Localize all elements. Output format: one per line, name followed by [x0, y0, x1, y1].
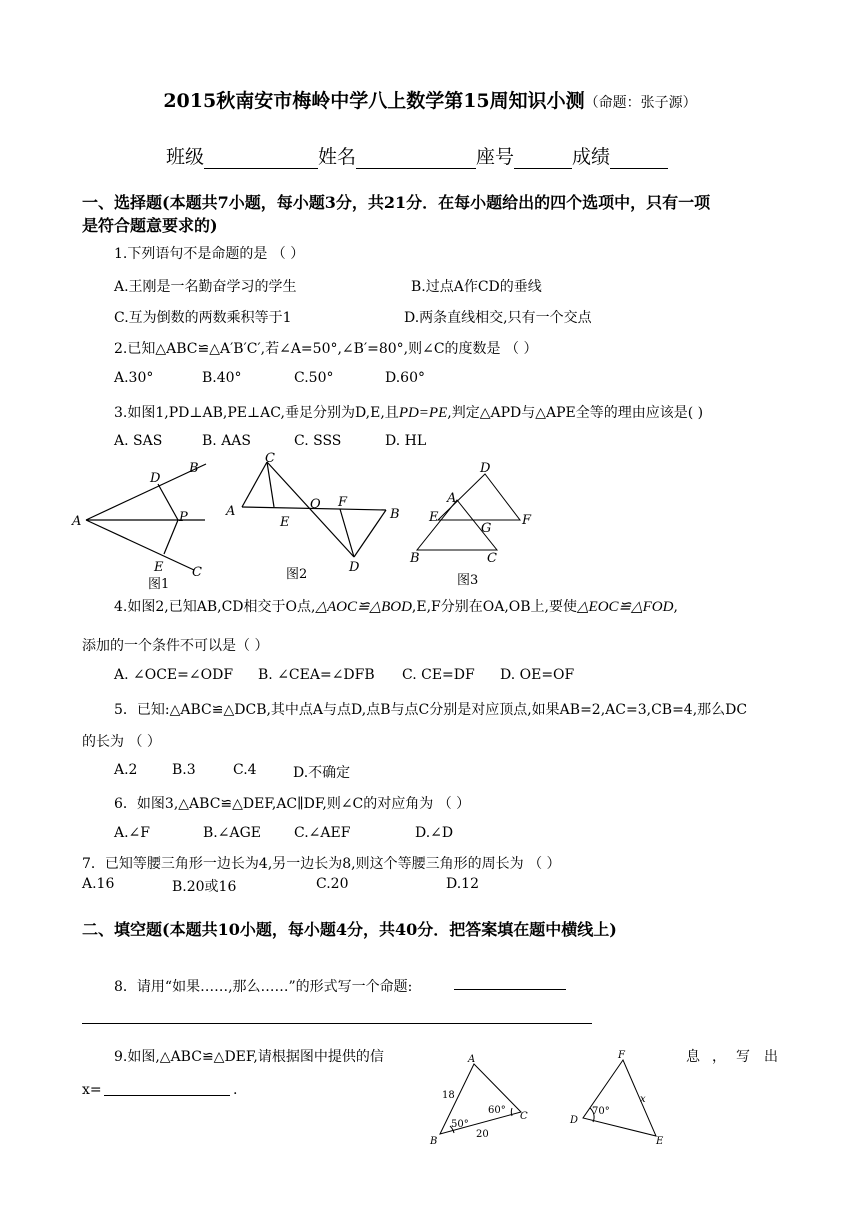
fig1-label-c: C	[192, 565, 202, 580]
name-blank[interactable]	[356, 148, 476, 169]
fig2-caption: 图2	[286, 567, 308, 582]
q5-option-a: A.2	[114, 762, 138, 778]
class-label: 班级	[166, 146, 205, 168]
fig3-label-g: G	[481, 521, 492, 536]
q4-stem-line1	[114, 596, 678, 616]
score-label: 成绩	[572, 146, 611, 168]
fig2-label-a: A	[226, 504, 236, 519]
q3-math: PD=PE	[398, 405, 448, 421]
tri1-base: 20	[476, 1129, 489, 1140]
fig3-label-d: D	[480, 461, 491, 476]
q3-stem	[114, 402, 703, 422]
seat-label: 座号	[476, 146, 515, 168]
tri1-label-a: A	[468, 1054, 476, 1065]
q4-option-c: C. CE=DF	[402, 667, 475, 683]
q1-option-c: C.互为倒数的两数乘积等于1	[114, 310, 292, 326]
fig2-label-c: C	[265, 452, 275, 466]
q9-stem-comma: ，	[712, 1049, 726, 1065]
q9-stem: 9.如图,△ABC≌△DEF,请根据图中提供的信	[114, 1049, 384, 1065]
tri1-angle-c: 60°	[488, 1105, 506, 1116]
q2-option-b: B.40°	[202, 370, 242, 386]
q5-stem-line2: 的长为 （ ）	[82, 734, 161, 750]
q7-stem: 7．已知等腰三角形一边长为4,另一边长为8,则这个等腰三角形的周长为 （ ）	[82, 856, 561, 872]
q7-option-d: D.12	[446, 876, 479, 892]
q8-stem: 8．请用“如果……,那么……”的形式写一个命题:	[114, 979, 413, 995]
tri1-label-b: B	[430, 1136, 438, 1147]
q3-option-b: B. AAS	[202, 433, 251, 449]
q9-stem-xie: 写	[736, 1049, 750, 1065]
fig1-label-b: B	[189, 461, 199, 476]
q9-answer-blank[interactable]	[104, 1095, 230, 1096]
q5-stem-line1: 5．已知:△ABC≌△DCB,其中点A与点D,点B与点C分别是对应顶点,如果AB=2,AC=3,CB=4,那么DC	[114, 702, 748, 718]
tri1-side: 18	[442, 1090, 455, 1101]
q4-stem-b: ,E,F分别在OA,OB上,要使	[411, 599, 577, 615]
q1-option-a: A.王刚是一名勤奋学习的学生	[114, 279, 297, 295]
q3-option-a: A. SAS	[114, 433, 163, 449]
fig1-label-e: E	[154, 560, 164, 575]
fig2-label-o: O	[310, 497, 321, 512]
fig2-label-b: B	[390, 507, 400, 522]
seat-blank[interactable]	[514, 148, 572, 169]
q9-x-prefix: x=	[82, 1082, 102, 1098]
q9-stem-xi: 息	[686, 1049, 700, 1065]
q3-stem-b: ,判定△APD与△APE全等的理由应该是( )	[447, 405, 704, 421]
fig2-label-f: F	[338, 495, 348, 510]
tri2-side: x	[640, 1094, 646, 1105]
score-blank[interactable]	[610, 148, 668, 169]
q2-option-a: A.30°	[114, 370, 154, 386]
q9-triangles	[420, 1046, 680, 1150]
q1-option-d: D.两条直线相交,只有一个交点	[404, 310, 592, 326]
q4-math1: △AOC≌△BOD	[315, 599, 412, 615]
q7-option-c: C.20	[316, 876, 349, 892]
section1-heading-line2: 是符合题意要求的)	[82, 216, 218, 235]
q4-math2: △EOC≌△FOD	[577, 599, 674, 615]
tri1-angle-b: 50°	[451, 1119, 469, 1130]
figures-row	[60, 452, 550, 592]
q4-stem-c: ,	[673, 599, 678, 615]
page-title	[0, 86, 860, 113]
q5-option-c: C.4	[233, 762, 257, 778]
section2-heading: 二、填空题(本题共10小题，每小题4分，共40分．把答案填在题中横线上)	[82, 920, 617, 939]
section1-heading-line1: 一、选择题(本题共7小题，每小题3分，共21分．在每小题给出的四个选项中，只有一项	[82, 193, 711, 212]
class-blank[interactable]	[204, 148, 318, 169]
fig2-label-d: D	[349, 560, 360, 575]
q6-option-d: D.∠D	[415, 825, 454, 841]
q6-option-b: B.∠AGE	[203, 825, 261, 841]
fig3-label-a: A	[447, 491, 457, 506]
fig3-label-b: B	[410, 551, 420, 566]
q1-stem: 1.下列语句不是命题的是 （ ）	[114, 246, 305, 262]
tri2-label-f: F	[618, 1050, 625, 1061]
q3-stem-a: 3.如图1,PD⊥AB,PE⊥AC,垂足分别为D,E,且	[114, 405, 399, 421]
q4-option-b: B. ∠CEA=∠DFB	[258, 667, 375, 683]
q6-option-a: A.∠F	[114, 825, 151, 841]
title-author: （命题：张子源）	[584, 95, 697, 111]
student-info-row	[166, 142, 668, 169]
q6-stem: 6．如图3,△ABC≌△DEF,AC∥DF,则∠C的对应角为 （ ）	[114, 796, 471, 812]
q4-stem-a: 4.如图2,已知AB,CD相交于O点,	[114, 599, 316, 615]
q3-option-d: D. HL	[385, 433, 427, 449]
tri2-label-e: E	[656, 1136, 664, 1147]
q7-option-b: B.20或16	[172, 879, 237, 895]
q4-stem-line2: 添加的一个条件不可以是（ ）	[82, 638, 269, 654]
fig1-caption: 图1	[148, 577, 170, 592]
q3-option-c: C. SSS	[294, 433, 342, 449]
q2-stem: 2.已知△ABC≌△A′B′C′,若∠A=50°,∠B′=80°,则∠C的度数是 （ ）	[114, 341, 538, 357]
q4-option-d: D. OE=OF	[500, 667, 575, 683]
tri2-label-d: D	[570, 1115, 579, 1126]
fig3-caption: 图3	[457, 573, 479, 588]
q2-option-c: C.50°	[294, 370, 334, 386]
q1-option-b: B.过点A作CD的垂线	[411, 279, 542, 295]
fig1-label-p: P	[179, 510, 188, 525]
figure-1	[86, 464, 206, 570]
q5-option-d: D.不确定	[293, 765, 351, 781]
fig3-label-f: F	[522, 513, 532, 528]
q9-stem-chu: 出	[764, 1049, 778, 1065]
fig3-label-c: C	[487, 551, 497, 566]
q9-suffix: .	[233, 1082, 238, 1098]
q8-answer-blank[interactable]	[454, 989, 566, 990]
q4-option-a: A. ∠OCE=∠ODF	[114, 667, 234, 683]
fig1-label-a: A	[72, 514, 82, 529]
q2-option-d: D.60°	[385, 370, 425, 386]
fig3-label-e: E	[429, 510, 439, 525]
q8-answer-line[interactable]	[82, 1023, 592, 1024]
fig1-label-d: D	[150, 471, 161, 486]
tri2-angle-d: 70°	[592, 1106, 610, 1117]
name-label: 姓名	[318, 146, 357, 168]
fig2-label-e: E	[280, 515, 290, 530]
q5-option-b: B.3	[172, 762, 196, 778]
title-text: 2015秋南安市梅岭中学八上数学第15周知识小测	[163, 90, 585, 112]
tri1-label-c: C	[520, 1111, 528, 1122]
q7-option-a: A.16	[82, 876, 115, 892]
q6-option-c: C.∠AEF	[294, 825, 351, 841]
